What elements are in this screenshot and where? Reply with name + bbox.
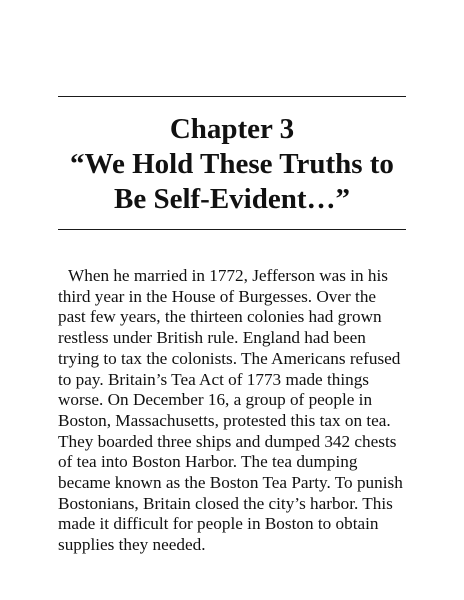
chapter-number: Chapter 3 bbox=[169, 113, 295, 145]
bottom-rule bbox=[58, 229, 406, 230]
paragraph-line: Bostonians, Britain closed the city’s harbor. This bbox=[58, 493, 393, 513]
paragraph-line: supplies they needed. bbox=[58, 535, 206, 555]
body-paragraph bbox=[58, 266, 414, 556]
paragraph-line: restless under British rule. England had been bbox=[58, 328, 366, 348]
paragraph-line: When he married in 1772, Jefferson was in his bbox=[68, 266, 388, 285]
paragraph-line: Boston, Massachusetts, protested this tax on tea. bbox=[58, 410, 391, 430]
paragraph-line: third year in the House of Burgesses. Over the bbox=[58, 286, 377, 306]
paragraph-line: became known as the Boston Tea Party. To punish bbox=[58, 473, 403, 493]
chapter-title-line-1: “We Hold These Truths to bbox=[70, 148, 394, 180]
chapter-title-line-2: Be Self-Evident…” bbox=[113, 183, 351, 215]
paragraph-line: trying to tax the colonists. The Americans refused bbox=[58, 348, 401, 368]
top-rule bbox=[58, 96, 406, 97]
paragraph-line: past few years, the thirteen colonies had grown bbox=[58, 307, 382, 327]
paragraph-line: to pay. Britain’s Tea Act of 1773 made things bbox=[58, 369, 369, 389]
paragraph-line: made it difficult for people in Boston to obtain bbox=[58, 514, 379, 534]
chapter-heading bbox=[40, 112, 424, 217]
paragraph-line: of tea into Boston Harbor. The tea dumping bbox=[58, 452, 358, 472]
paragraph-line: They boarded three ships and dumped 342 chests bbox=[58, 431, 397, 451]
paragraph-line: worse. On December 16, a group of people in bbox=[58, 390, 373, 410]
